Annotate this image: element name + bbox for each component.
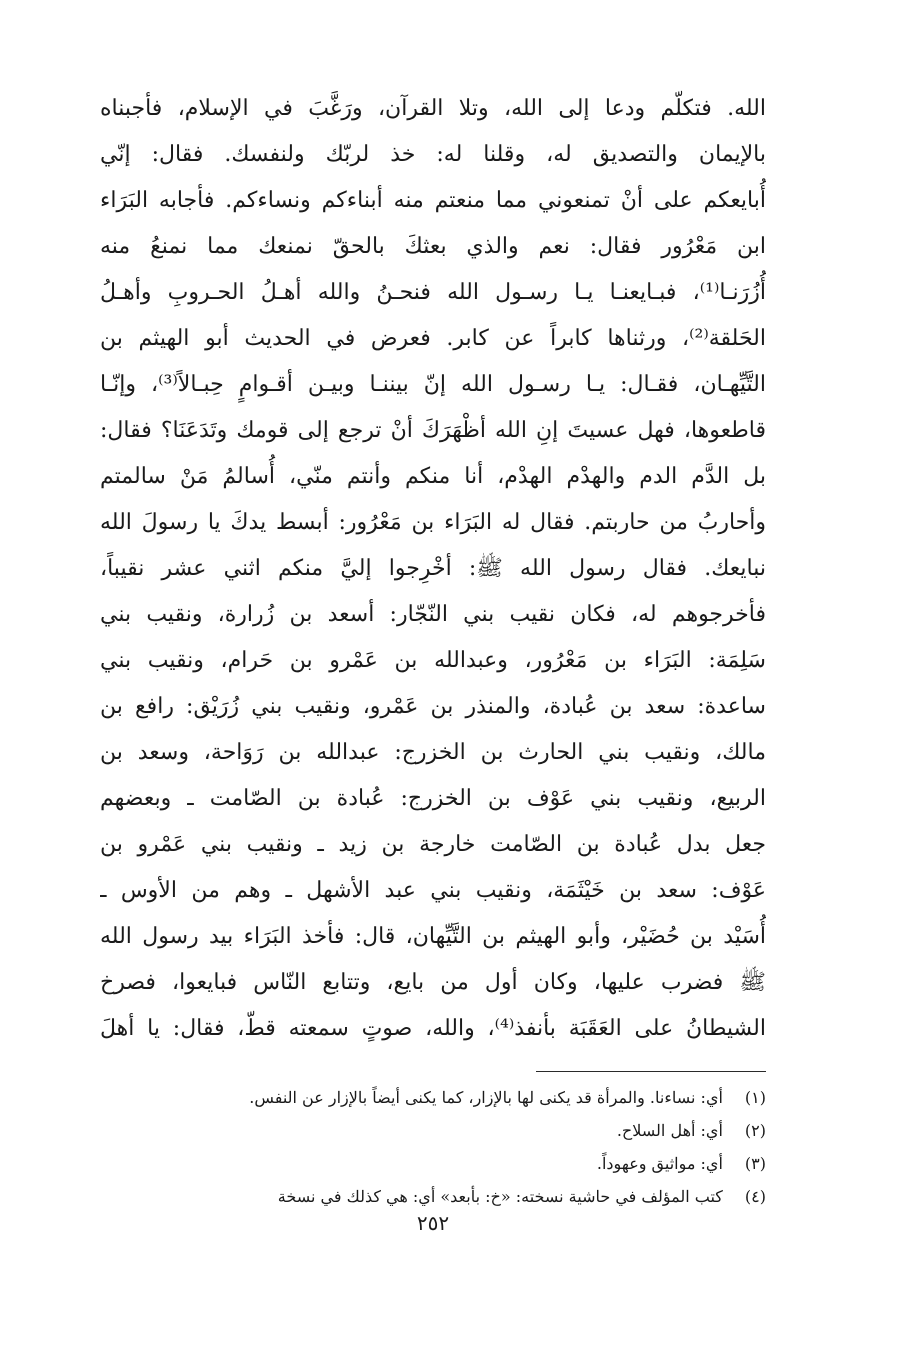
text-line: بالإيمان والتصديق له، وقلنا له: خذ لربّك ولنفسك. فقال: إنّي xyxy=(100,142,766,167)
text-line: ساعدة: سعد بن عُبادة، والمنذر بن عَمْرو، ونقيب بني زُرَيْق: رافع بن xyxy=(100,694,766,719)
text-line: عَوْف: سعد بن خَيْثَمَة، ونقيب بني عبد الأشهل ـ وهم من الأوس ـ xyxy=(100,878,766,903)
footnote-item xyxy=(100,1180,766,1213)
text-line: فأخرجوهم له، فكان نقيب بني النّجّار: أسعد بن زُرارة، ونقيب بني xyxy=(100,602,766,627)
footnote-divider xyxy=(536,1071,766,1072)
footnote-number: (٤) xyxy=(744,1187,766,1206)
text-line: نبايعك. فقال رسول الله ﷺ: أخْرِجوا إليَّ منكم اثني عشر نقيباً، xyxy=(100,556,766,581)
footnote-number: (٢) xyxy=(744,1121,766,1140)
text-line: جعل بدل عُبادة بن الصّامت خارجة بن زيد ـ ونقيب بني عَمْرو بن xyxy=(100,832,766,857)
text-line: وأحاربُ من حاربتم. فقال له البَرَاء بن مَعْرُور: أبسط يدكَ يا رسولَ الله xyxy=(100,510,766,535)
text-line: ﷺ فضرب عليها، وكان أول من بايع، وتتابع النّاس فبايعوا، فصرخ xyxy=(100,970,766,995)
footnote-text: أي: مواثيق وعهوداً. xyxy=(596,1154,723,1173)
text-line: سَلِمَة: البَرَاء بن مَعْرُور، وعبدالله بن عَمْرو بن حَرام، ونقيب بني xyxy=(100,648,766,673)
text-line: ابن مَعْرُور فقال: نعم والذي بعثكَ بالحقّ نمنعك مما نمنعُ منه xyxy=(100,234,766,259)
book-page xyxy=(100,86,766,1356)
text-line: مالك، ونقيب بني الحارث بن الخزرج: عبدالله بن رَوَاحة، وسعد بن xyxy=(100,740,766,765)
main-text xyxy=(100,86,766,1052)
text-line: الشيطانُ على العَقَبَة بأنفذ⁽⁴⁾، والله، صوتٍ سمعته قطّ، فقال: يا أهلَ xyxy=(100,1016,766,1041)
page-number: ٢٥٢ xyxy=(416,1211,450,1235)
footnote-number: (٣) xyxy=(744,1154,766,1173)
footnote-item xyxy=(100,1114,766,1147)
footnote-text: أي: أهل السلاح. xyxy=(616,1121,723,1140)
text-line: الله. فتكلّم ودعا إلى الله، وتلا القرآن، ورَغَّبَ في الإسلام، فأجبناه xyxy=(100,96,766,121)
text-line: أُزُرَنـا⁽¹⁾، فبـايعنـا يـا رسـول الله فنحـنُ والله أهـلُ الحـروبِ وأهـلُ xyxy=(100,280,766,305)
footnote-item xyxy=(100,1081,766,1114)
text-line: أُسَيْد بن حُضَيْر، وأبو الهيثم بن التَّيِّهان، قال: فأخذ البَرَاء بيد رسول الله xyxy=(100,924,766,949)
text-line: أُبايعكم على أنْ تمنعوني مما منعتم منه أبناءكم ونساءكم. فأجابه البَرَاء xyxy=(100,188,766,213)
footnote-item xyxy=(100,1147,766,1180)
text-line: التَّيِّهـان، فقـال: يـا رسـول الله إنّ بيننـا وبيـن أقـوامٍ حِبـالاً⁽³⁾، وإنّـا xyxy=(100,372,766,397)
text-line: الربيع، ونقيب بني عَوْف بن الخزرج: عُبادة بن الصّامت ـ وبعضهم xyxy=(100,786,766,811)
footnote-number: (١) xyxy=(744,1088,766,1107)
footnote-text: كتب المؤلف في حاشية نسخته: «خ: بأبعد» أي: هي كذلك في نسخة xyxy=(277,1187,723,1206)
footnotes-list xyxy=(100,1081,766,1213)
footnote-text: أي: نساءنا. والمرأة قد يكنى لها بالإزار، كما يكنى أيضاً بالإزار عن النفس. xyxy=(249,1088,723,1107)
text-line: قاطعوها، فهل عسيتَ إنِ الله أظْهَرَكَ أنْ ترجع إلى قومك وتَدَعَنَا؟ فقال: xyxy=(100,418,766,443)
text-line: الحَلقة⁽²⁾، ورثناها كابراً عن كابر. فعرض في الحديث أبو الهيثم بن xyxy=(100,326,766,351)
text-line: بل الدَّم الدم والهدْم الهدْم، أنا منكم وأنتم منّي، أُسالمُ مَنْ سالمتم xyxy=(100,464,766,489)
